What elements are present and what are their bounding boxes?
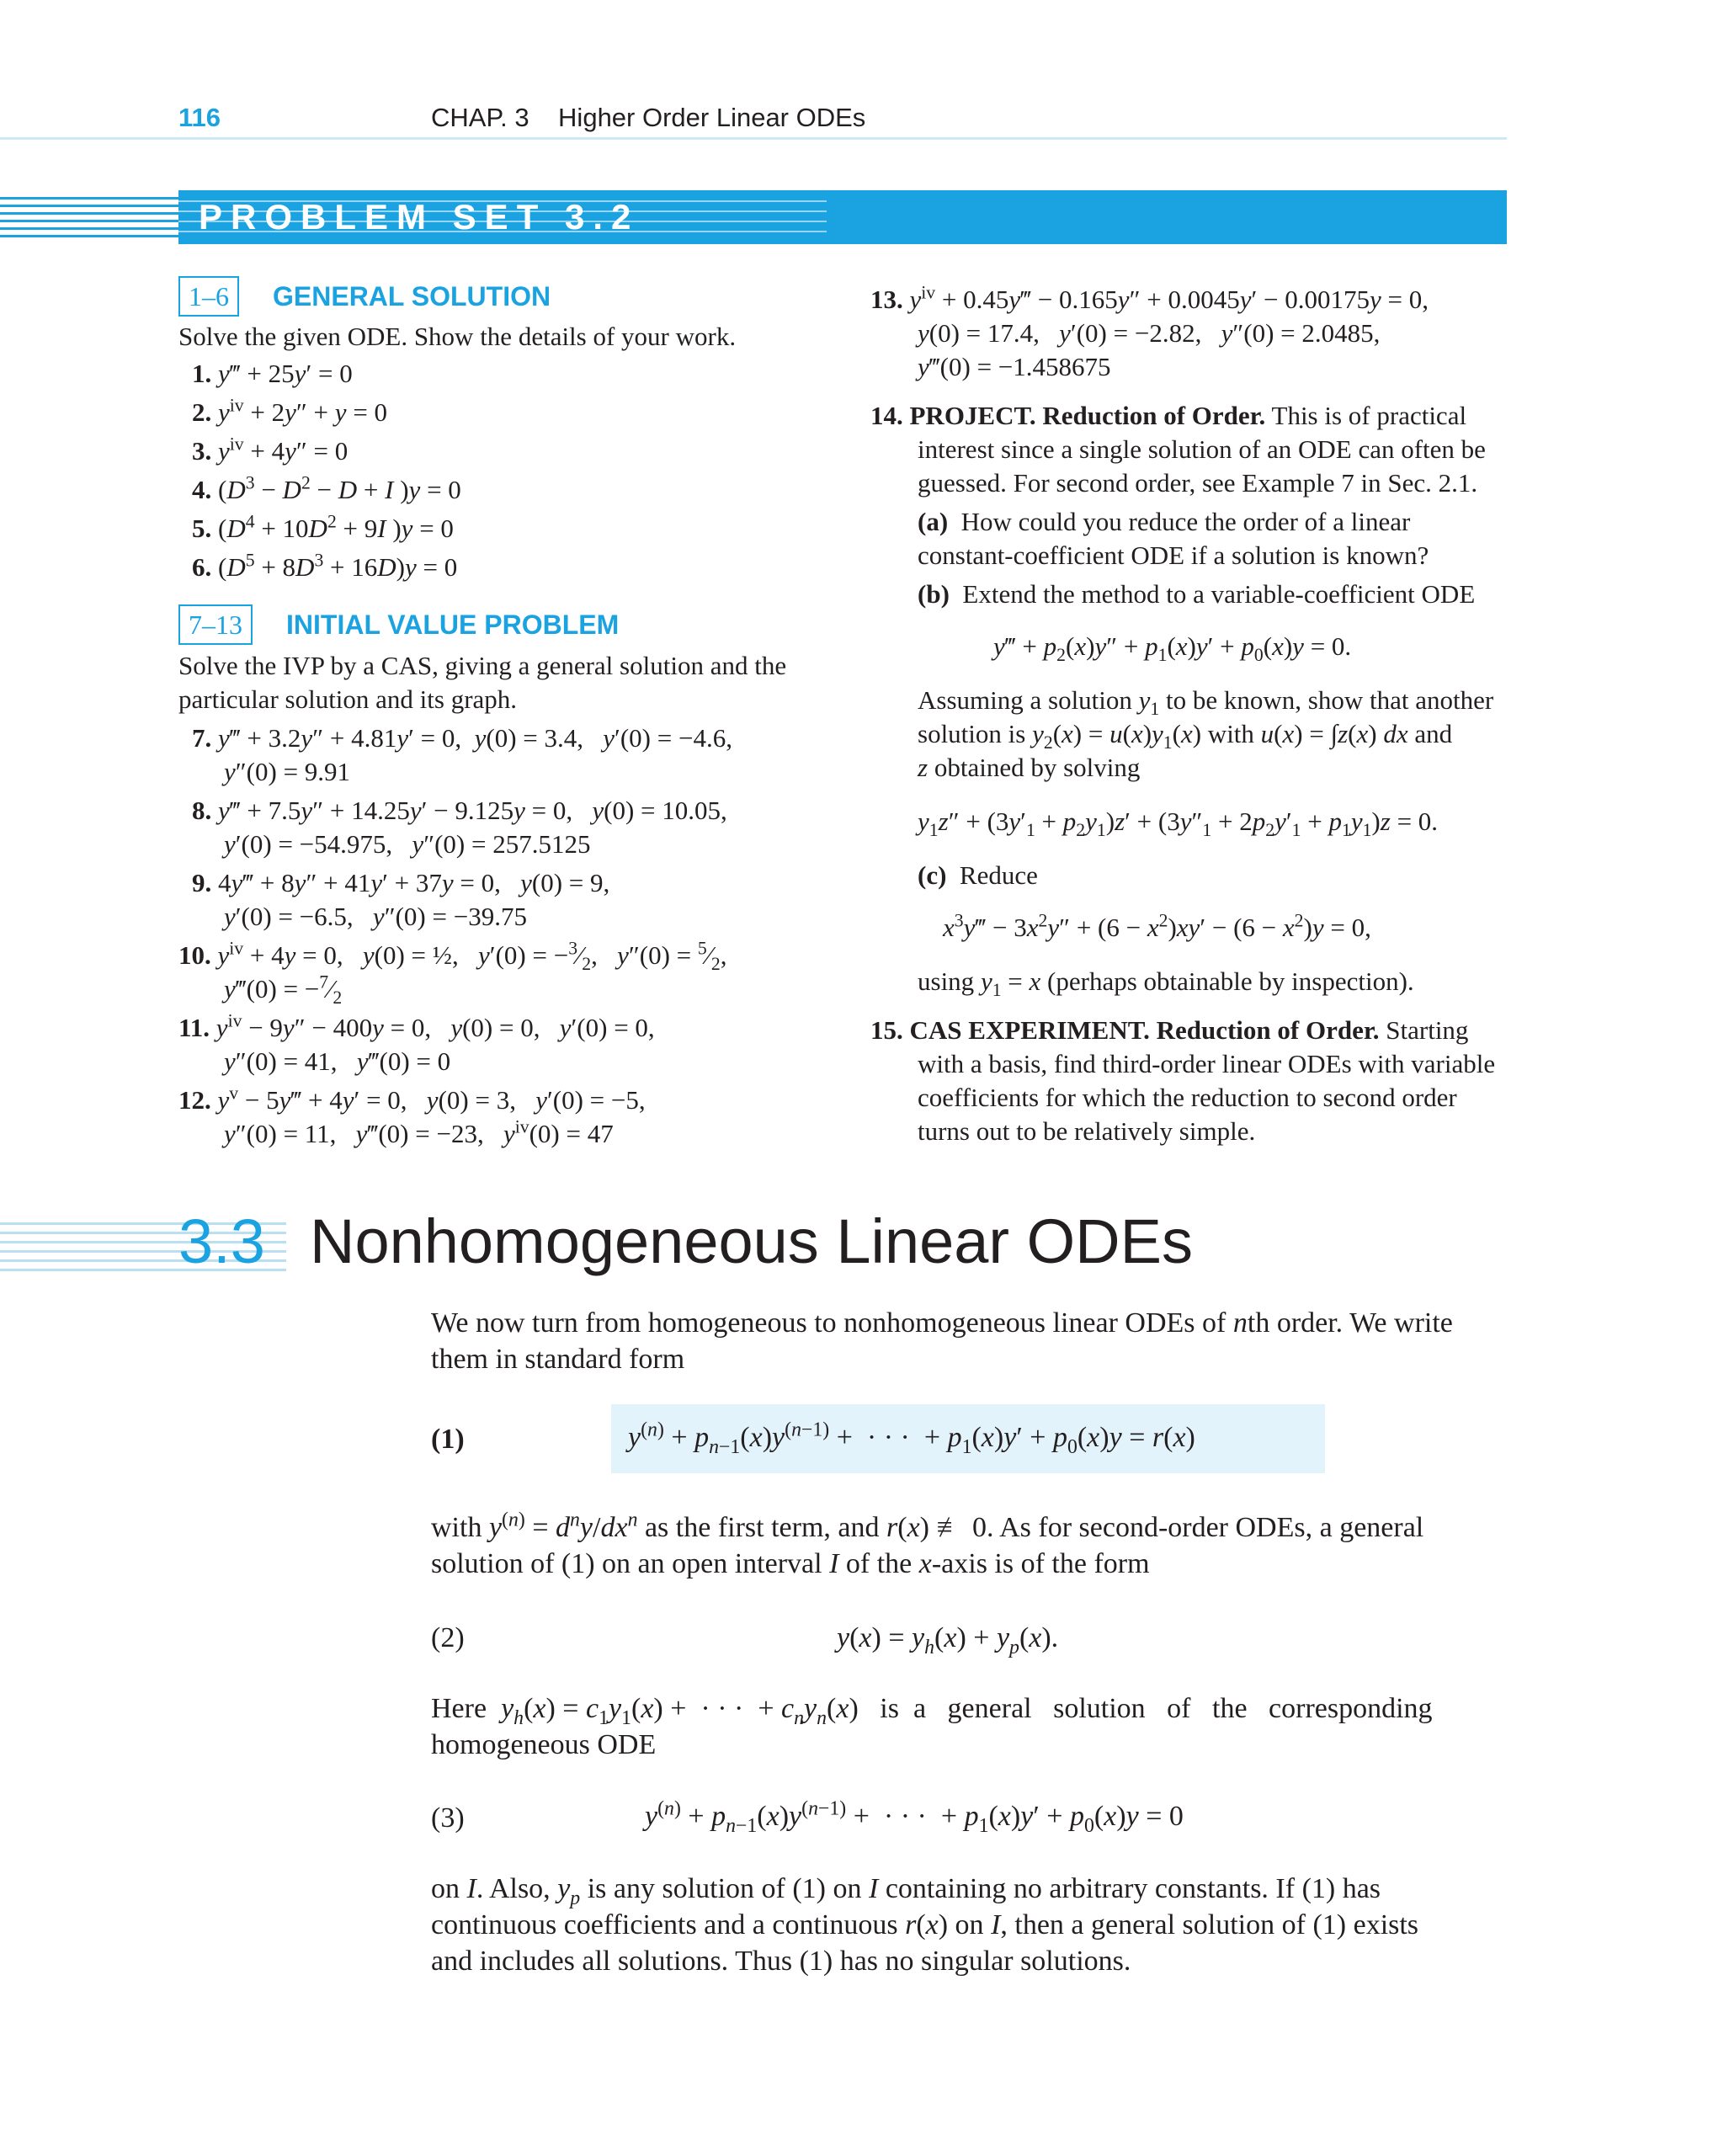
problem-set-title: PROBLEM SET 3.2 (199, 197, 640, 237)
instructions-line-1: Solve the IVP by a CAS, giving a general solution and the (178, 651, 787, 680)
section-range: 7–13 (178, 604, 253, 645)
problem-13-cont: y(0) = 17.4, y′(0) = −2.82, y″(0) = 2.0485, (918, 318, 1381, 348)
paragraph-1-line-2: them in standard form (431, 1344, 685, 1375)
equation-2-label: (2) (431, 1622, 465, 1653)
page-number: 116 (178, 103, 221, 132)
paragraph-4-line-3: and includes all solutions. Thus (1) has no singular solutions. (431, 1946, 1131, 1977)
instructions-line-2: particular solution and its graph. (178, 684, 518, 714)
problem-15: 15. CAS EXPERIMENT. Reduction of Order. Starting (870, 1015, 1469, 1045)
paragraph-2: with $y^{(n)} = d^ny/dx^n$ as the first term, and r(x) ≢ 0. As for second-order ODEs, a general (431, 1509, 1424, 1543)
problem-9-cont: y′(0) = −6.5, y″(0) = −39.75 (224, 902, 527, 931)
problem-14-line-3: guessed. For second order, see Example 7 in Sec. 2.1. (918, 468, 1478, 498)
cas-text: Starting (1379, 1015, 1469, 1045)
problem-14-assume: Assuming a solution $y_1$ to be known, show that another (918, 685, 1494, 720)
problem-12: 12. $y^v$ − 5y‴ + 4y′ = 0, y(0) = 3, y′(0) = −5, (178, 1083, 646, 1115)
equation-reduce-c: $x^3y‴ - 3x^2y'' + (6 - x^2)xy' - (6 - x^2)y = 0$, (943, 910, 1371, 942)
part-a-text: How could you reduce the order of a linear (960, 507, 1411, 536)
section-heading-general (178, 276, 551, 317)
banner-lead-lines (0, 197, 178, 237)
equation-2: $y(x) = y_h(x) + y_p(x)$. (837, 1622, 1059, 1658)
problem-14c: (c) Reduce (918, 860, 1038, 890)
equation-3-label: (3) (431, 1802, 465, 1834)
section-title: Nonhomogeneous Linear ODEs (310, 1206, 1193, 1276)
instructions: Solve the given ODE. Show the details of your work. (178, 322, 737, 351)
project-title: PROJECT. Reduction of Order. (909, 401, 1266, 430)
problem-7: 7. y‴ + 3.2y″ + 4.81y′ = 0, y(0) = 3.4, y′(0) = −4.6, (192, 723, 732, 753)
problem-11-cont: y″(0) = 41, y‴(0) = 0 (224, 1046, 451, 1076)
problem-10: 10. $y^{iv} + 4y = 0$, y(0) = ½, $y'(0) = -^3⁄_2$, $y''(0) = ^5⁄_2$, (178, 938, 727, 975)
problem-14-assume-2: solution is $y_2(x) = u(x)y_1(x)$ with u(x) = ∫z(x) dx and (918, 719, 1453, 753)
problem-3: 3. $y^{iv} + 4y'' = 0$ (192, 434, 349, 466)
equation-1: $y^{(n)} + p_{n-1}(x)y^{(n-1)}$ + · · · + $p_1(x)y' + p_0(x)y = r(x)$ (628, 1419, 1195, 1458)
project-text: This is of practical (1265, 401, 1467, 430)
paragraph-2-line-2: solution of (1) on an open interval I of the x-axis is of the form (431, 1548, 1150, 1579)
problem-15-line-3: coefficients for which the reduction to second order (918, 1083, 1457, 1112)
paragraph-4-line-2: continuous coefficients and a continuous r(x) on I, then a general solution of (1) exists (431, 1909, 1419, 1940)
problem-15-line-4: turns out to be relatively simple. (918, 1116, 1256, 1146)
equation-reduced: $y_1z'' + (3y'_1 + p_2y_1)z' + (3y''_1 + 2p_2y'_1 + p_1y_1)z = 0$. (918, 807, 1439, 841)
section-title: GENERAL SOLUTION (273, 281, 551, 311)
problem-6: 6. $(D^5 + 8D^3 + 16D)y = 0$ (192, 550, 458, 582)
paragraph-3: Here $y_h(x) = c_1y_1(x)$ + · · · + $c_ny_n(x)$ is a general solution of the corresponding (431, 1693, 1433, 1729)
problem-10-cont: y‴(0) = $-^7⁄_2$ (224, 972, 343, 1009)
problem-14: 14. PROJECT. Reduction of Order. This is of practical (870, 401, 1467, 430)
section-number: 3.3 (178, 1206, 265, 1276)
problem-14a-cont: constant-coefficient ODE if a solution is known? (918, 540, 1429, 570)
problem-12-cont: y″(0) = 11, y‴(0) = −23, $y^{iv}(0) = 47$ (224, 1116, 614, 1148)
problem-11: 11. $y^{iv} - 9y'' - 400y = 0$, y(0) = 0, y′(0) = 0, (178, 1010, 655, 1042)
problem-8-cont: y′(0) = −54.975, y″(0) = 257.5125 (224, 829, 591, 859)
cas-title: CAS EXPERIMENT. Reduction of Order. (909, 1015, 1380, 1045)
problem-9: 9. 4y‴ + 8y″ + 41y′ + 37y = 0, y(0) = 9, (192, 868, 610, 897)
paragraph-3-line-2: homogeneous ODE (431, 1729, 657, 1760)
problem-8: 8. y‴ + 7.5y″ + 14.25y′ − 9.125y = 0, y(0) = 10.05, (192, 796, 727, 825)
paragraph-1-text: We now turn from homogeneous to nonhomogeneous linear ODEs of (431, 1307, 1233, 1339)
paragraph-4: on I. Also, $y_p$ is any solution of (1) on I containing no arbitrary constants. If (1) has (431, 1873, 1381, 1909)
section-title: INITIAL VALUE PROBLEM (286, 610, 620, 640)
problem-7-cont: y″(0) = 9.91 (224, 757, 351, 786)
equation-variable-ode: y‴ + $p_2(x)y'' + p_1(x)y' + p_0(x)y = 0$. (993, 631, 1352, 666)
problem-1: 1. y‴ + 25y′ = 0 (192, 359, 353, 388)
equation-1-label: (1) (431, 1424, 465, 1455)
equation-3: $y^{(n)} + p_{n-1}(x)y^{(n-1)}$ + · · · + $p_1(x)y' + p_0(x)y = 0$ (645, 1797, 1184, 1837)
part-c-text: Reduce (959, 860, 1038, 890)
running-header: CHAP. 3 Higher Order Linear ODEs (431, 103, 866, 132)
paragraph-1: We now turn from homogeneous to nonhomogeneous linear ODEs of nth order. We write (431, 1307, 1453, 1339)
problem-14-assume-3: z obtained by solving (918, 753, 1141, 782)
problem-14-line-2: interest since a single solution of an ODE can often be (918, 434, 1486, 464)
section-heading-ivp (178, 604, 619, 645)
problem-13-cont-2: y‴(0) = −1.458675 (918, 352, 1111, 381)
part-b-text: Extend the method to a variable-coefficient ODE (962, 579, 1476, 609)
problem-15-line-2: with a basis, find third-order linear ODEs with variable (918, 1049, 1496, 1078)
problem-5: 5. ($D^4 + 10D^2 + 9I$ )y = 0 (192, 511, 454, 543)
section-range: 1–6 (178, 276, 239, 317)
problem-2: 2. $y^{iv} + 2y'' + y = 0$ (192, 395, 388, 427)
problem-13: 13. $y^{iv}$ + 0.45y‴ − 0.165y″ + 0.0045y′ − 0.00175y = 0, (870, 282, 1429, 314)
problem-14a: (a) How could you reduce the order of a linear (918, 507, 1411, 536)
header-rule (0, 137, 1507, 140)
problem-14c-using: using $y_1 = x$ (perhaps obtainable by inspection). (918, 966, 1414, 1001)
problem-4: 4. ($D^3 - D^2 - D + I$ )y = 0 (192, 472, 461, 504)
problem-14b: (b) Extend the method to a variable-coefficient ODE (918, 579, 1476, 609)
